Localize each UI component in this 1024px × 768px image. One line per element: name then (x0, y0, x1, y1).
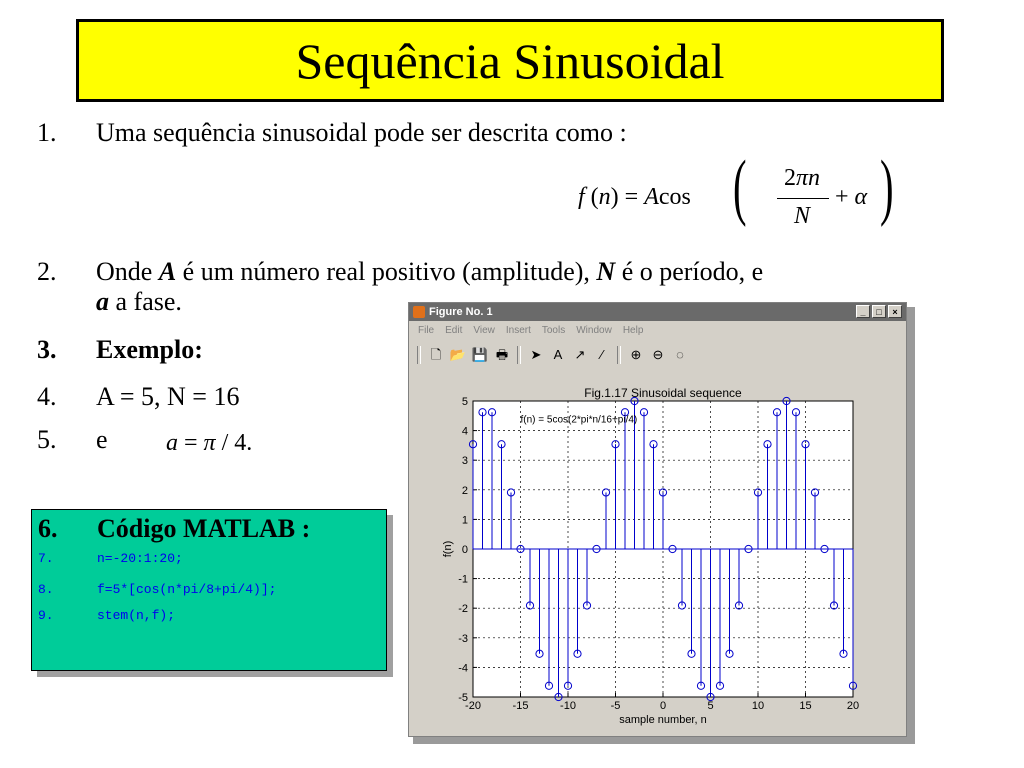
close-button[interactable]: × (888, 305, 902, 318)
y-tick-label: 3 (461, 455, 468, 468)
menu-file[interactable]: File (418, 325, 435, 336)
code-line: stem(n,f); (97, 608, 176, 623)
matlab-heading: Código MATLAB : (97, 514, 311, 543)
code-line-number: 8. (38, 582, 54, 597)
y-tick-label: -3 (458, 632, 468, 645)
item-number: 3. (37, 335, 57, 364)
matlab-logo-icon (413, 306, 425, 318)
menu-help[interactable]: Help (622, 325, 644, 336)
slide-title: Sequência Sinusoidal (295, 32, 725, 89)
menu-view[interactable]: View (473, 325, 495, 336)
figure-titlebar[interactable] (409, 303, 906, 321)
code-line: n=-20:1:20; (97, 551, 183, 566)
print-icon[interactable]: 🖶 (495, 347, 509, 362)
x-tick-label: 5 (707, 700, 714, 712)
chart-title: Fig.1.17 Sinusoidal sequence (584, 386, 742, 400)
x-tick-label: 20 (846, 700, 860, 712)
chart-annotation: f(n) = 5cos(2*pi*n/16+pi/4) (520, 414, 638, 426)
item-number: 2. (37, 257, 57, 286)
phase-formula: a = π / 4. (166, 430, 253, 456)
window-controls (856, 305, 902, 318)
item-text: A = 5, N = 16 (96, 382, 240, 411)
menu-edit[interactable]: Edit (445, 325, 463, 336)
line-insert-icon[interactable]: ⁄ (600, 347, 604, 362)
item-number: 4. (37, 382, 57, 411)
x-tick-label: -5 (610, 700, 621, 712)
toolbar-separator (617, 346, 621, 364)
minimize-button[interactable]: _ (856, 305, 870, 318)
item-number: 1. (37, 118, 57, 147)
figure-title: Figure No. 1 (429, 306, 493, 318)
menu-insert[interactable]: Insert (505, 325, 531, 336)
item-text: Uma sequência sinusoidal pode ser descrita como : (96, 118, 627, 147)
formula-lhs: f (n) = Acos (578, 184, 691, 210)
item-number: 5. (37, 425, 57, 454)
right-paren: ) (880, 146, 894, 228)
x-tick-label: -20 (465, 700, 481, 712)
formula-tail: + α (835, 184, 868, 210)
maximize-button[interactable]: □ (872, 305, 886, 318)
code-line-number: 9. (38, 608, 54, 623)
toolbar-separator (517, 346, 521, 364)
code-line: f=5*[cos(n*pi/8+pi/4)]; (97, 582, 277, 597)
y-tick-label: -2 (458, 603, 468, 616)
figure-toolbar (409, 343, 906, 367)
save-icon[interactable]: 💾 (471, 347, 489, 362)
y-tick-label: 2 (461, 484, 468, 497)
y-axis-label: f(n) (442, 540, 454, 558)
formula-denominator: N (793, 203, 810, 229)
menu-bar (409, 322, 906, 340)
x-tick-label: 15 (799, 700, 812, 712)
code-line-number: 7. (38, 551, 54, 566)
formula-numerator: 2πn (783, 165, 821, 191)
stem-plot[interactable] (409, 371, 906, 736)
y-tick-label: 5 (461, 396, 468, 408)
arrow-insert-icon[interactable]: ↗ (574, 347, 586, 362)
y-tick-label: 1 (461, 514, 468, 527)
item-text: Onde A é um número real positivo (amplitude), N é o período, e (96, 257, 764, 286)
rotate-icon[interactable]: ◌ (676, 347, 684, 362)
matlab-code-box (31, 509, 387, 671)
fraction-bar (777, 198, 829, 199)
x-tick-label: 0 (659, 700, 667, 712)
y-tick-label: 0 (461, 544, 468, 556)
text-insert-icon[interactable]: A (553, 347, 563, 362)
open-folder-icon[interactable]: 📂 (449, 347, 467, 362)
x-axis-label: sample number, n (619, 714, 707, 726)
x-tick-label: -15 (512, 700, 529, 712)
toolbar-separator (417, 346, 421, 364)
item-text: e (96, 425, 108, 454)
y-tick-label: -1 (458, 573, 468, 586)
slide-title-box (76, 19, 944, 102)
y-tick-label: -4 (458, 662, 468, 675)
menu-tools[interactable]: Tools (541, 325, 566, 336)
zoom-in-icon[interactable]: ⊕ (630, 347, 642, 362)
figure-window (408, 302, 907, 737)
menu-window[interactable]: Window (576, 325, 612, 336)
new-file-icon[interactable]: 🗋 (430, 347, 442, 362)
x-tick-label: -10 (560, 700, 576, 712)
matlab-heading-number: 6. (38, 514, 58, 543)
arrow-select-icon[interactable]: ➤ (530, 347, 542, 362)
y-tick-label: -5 (458, 692, 468, 704)
y-tick-label: 4 (461, 425, 468, 438)
left-paren: ( (733, 146, 747, 228)
zoom-out-icon[interactable]: ⊖ (652, 347, 664, 362)
x-tick-label: 10 (751, 700, 765, 712)
item-text: Exemplo: (96, 335, 203, 364)
